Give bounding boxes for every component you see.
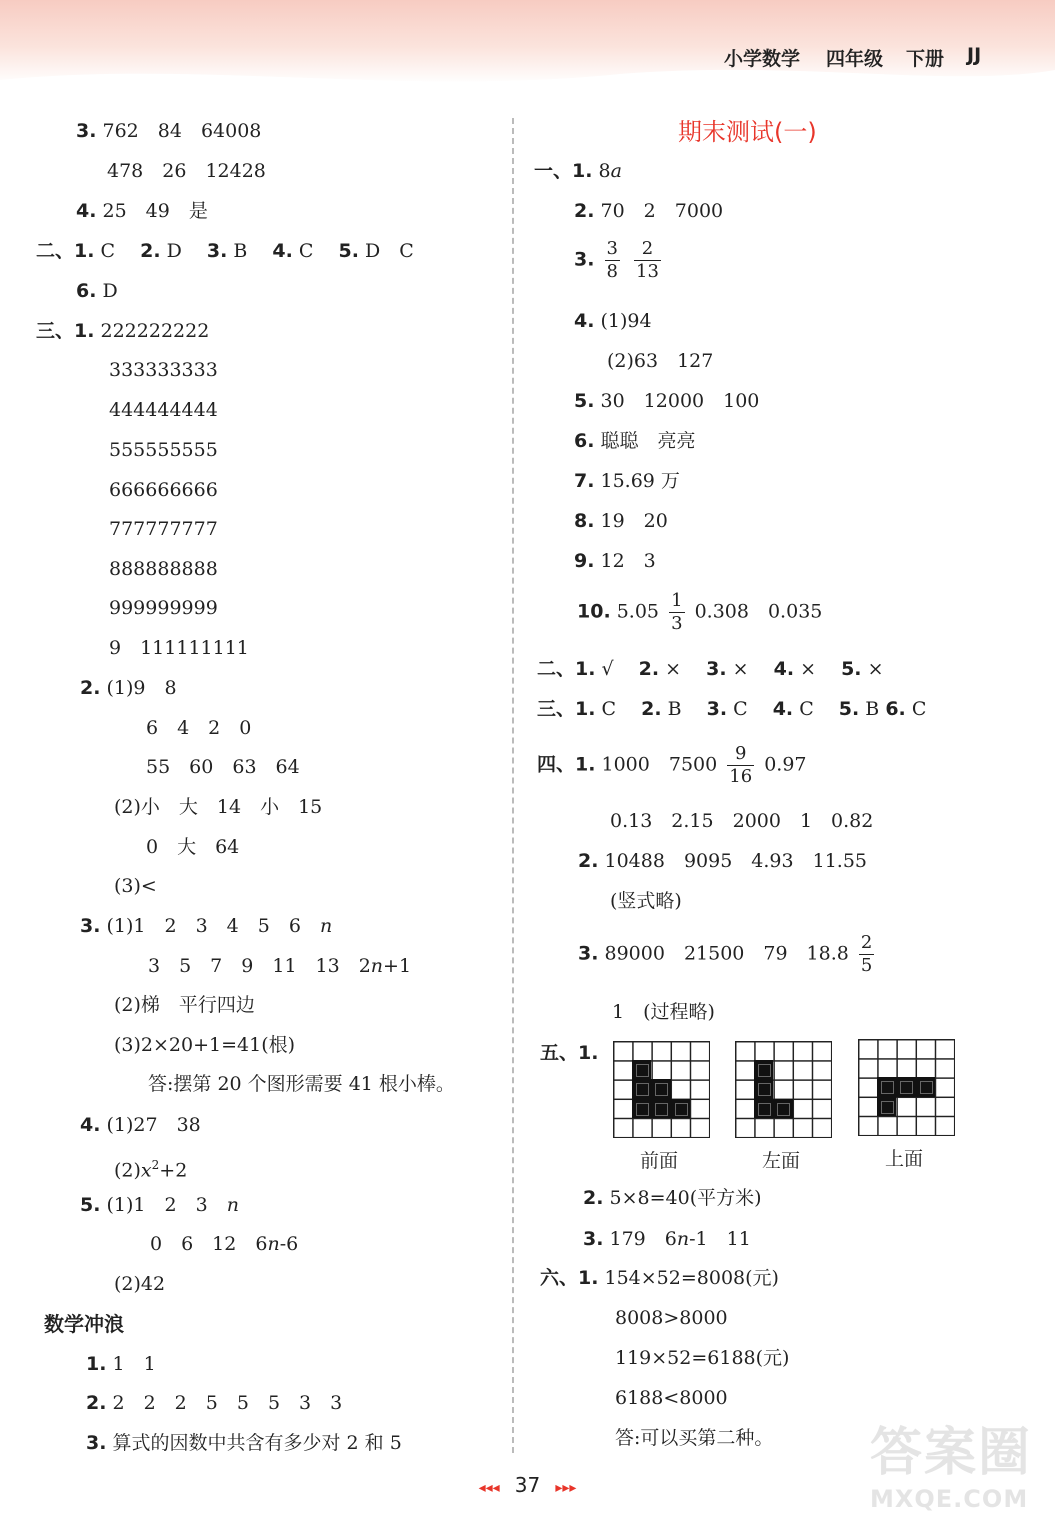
answer-line: 3. 179 6n-1 11 xyxy=(583,1228,751,1250)
answer-line: 6. 聪聪 亮亮 xyxy=(574,430,696,452)
answer-line: 2. 10488 9095 4.93 11.55 xyxy=(578,850,867,872)
front-view-grid xyxy=(613,1041,710,1138)
answer-line: 2. 70 2 7000 xyxy=(574,200,724,222)
answer-line: (竖式略) xyxy=(610,890,682,912)
cube-cell xyxy=(632,1079,651,1098)
answer-line: 2. (1)9 8 xyxy=(80,677,177,699)
page-number: 37 xyxy=(514,1473,541,1497)
section-title: 期末测试(一) xyxy=(678,118,817,146)
answer-line: 555555555 xyxy=(109,439,218,461)
header-grade: 四年级 xyxy=(826,48,884,70)
answer-line: 999999999 xyxy=(109,597,218,619)
answer-line: 666666666 xyxy=(109,479,218,501)
answer-line: 六、1. 154×52=8008(元) xyxy=(540,1267,779,1289)
cube-cell xyxy=(916,1077,935,1096)
cube-cell xyxy=(632,1060,651,1079)
cube-cell xyxy=(651,1079,670,1098)
answer-line: 二、1. C 2. D 3. B 4. C 5. D C xyxy=(36,240,414,262)
answer-line: 9 111111111 xyxy=(109,637,249,659)
answer-line: 5. (1)1 2 3 n xyxy=(80,1194,239,1216)
view-label: 左面 xyxy=(762,1150,801,1172)
cube-cell xyxy=(754,1099,773,1118)
section-heading: 数学冲浪 xyxy=(44,1312,124,1336)
answer-line: 777777777 xyxy=(109,518,218,540)
right-arrows-icon: ▸▸▸ xyxy=(555,1480,577,1496)
watermark: 答案圈 MXQE.COM xyxy=(870,1423,1033,1513)
fraction: $\frac{2}{13}$ xyxy=(636,238,659,282)
cube-cell xyxy=(896,1077,915,1096)
cube-cell xyxy=(632,1099,651,1118)
cube-cell xyxy=(877,1077,896,1096)
column-divider xyxy=(512,118,514,1453)
answer-line: 10. 5.05 $\frac{1}{3}$ 0.308 0.035 xyxy=(577,590,823,634)
top-view-grid xyxy=(858,1039,955,1136)
answer-line: 四、1. 1000 7500 $\frac{9}{16}$ 0.97 xyxy=(537,743,807,787)
answer-line: 8. 19 20 xyxy=(574,510,668,532)
answer-line: 3. 762 84 64008 xyxy=(76,120,262,142)
answer-line: (3)2×20+1=41(根) xyxy=(114,1034,296,1056)
fraction: $\frac{3}{8}$ xyxy=(606,238,618,282)
fraction: $\frac{9}{16}$ xyxy=(729,743,753,787)
answer-line: 三、1. C 2. B 3. C 4. C 5. B 6. C xyxy=(537,698,927,720)
answer-line: 8008>8000 xyxy=(615,1307,728,1329)
cube-cell xyxy=(754,1079,773,1098)
cube-cell xyxy=(651,1099,670,1118)
answer-line: (2)42 xyxy=(114,1273,166,1295)
answer-line: 333333333 xyxy=(109,359,218,381)
fraction: $\frac{2}{5}$ xyxy=(860,932,873,976)
answer-line: 444444444 xyxy=(109,399,218,421)
answer-line: 4. 25 49 是 xyxy=(76,200,208,222)
cube-cell xyxy=(773,1099,792,1118)
answer-line: 7. 15.69 万 xyxy=(574,470,680,492)
cube-cell xyxy=(877,1097,896,1116)
answer-line: 4. (1)94 xyxy=(574,310,652,332)
view-label: 上面 xyxy=(885,1148,924,1170)
answer-line: 0.13 2.15 2000 1 0.82 xyxy=(610,810,874,832)
answer-line: 1 (过程略) xyxy=(612,1001,715,1023)
answer-line: 答:摆第 20 个图形需要 41 根小棒。 xyxy=(148,1073,455,1095)
answer-line: 答:可以买第二种。 xyxy=(615,1427,774,1449)
header-volume: 下册 xyxy=(906,48,945,70)
fraction: $\frac{1}{3}$ xyxy=(671,590,683,634)
answer-line: 9. 12 3 xyxy=(574,550,656,572)
answer-line: (3)< xyxy=(114,875,157,897)
header-edition: JJ xyxy=(967,44,982,66)
answer-line: 478 26 12428 xyxy=(107,160,266,182)
answer-line: 二、1. √ 2. × 3. × 4. × 5. × xyxy=(537,658,884,680)
view-label: 前面 xyxy=(640,1150,679,1172)
cube-cell xyxy=(671,1099,690,1118)
answer-line: 0 6 12 6n-6 xyxy=(150,1233,299,1255)
answer-line: 3. 89000 21500 79 18.8 $\frac{2}{5}$ xyxy=(578,932,873,976)
header-subject: 小学数学 xyxy=(724,48,801,70)
answer-line: 一、1. 8a xyxy=(534,160,622,182)
answer-line: 2. 5×8=40(平方米) xyxy=(583,1187,762,1209)
answer-line: 3. $\frac{3}{8}$ $\frac{2}{13}$ xyxy=(574,238,659,282)
answer-line: (2)小 大 14 小 15 xyxy=(114,796,323,818)
left-view-grid xyxy=(735,1041,832,1138)
answer-line: 6. D xyxy=(76,280,118,302)
answer-line: 6188<8000 xyxy=(615,1387,728,1409)
answer-line: 888888888 xyxy=(109,558,218,580)
answer-line: 0 大 64 xyxy=(146,836,240,858)
answer-line: 55 60 63 64 xyxy=(146,756,300,778)
answer-line: $(2)x^2+2$ xyxy=(114,1158,188,1182)
answer-line: (2)63 127 xyxy=(607,350,714,372)
cube-cell xyxy=(754,1060,773,1079)
answer-line: 3 5 7 9 11 13 2n+1 xyxy=(148,955,412,977)
answer-line: 1. 1 1 xyxy=(86,1353,156,1375)
answer-line: 5. 30 12000 100 xyxy=(574,390,760,412)
answer-line: 6 4 2 0 xyxy=(146,717,252,739)
answer-line: 3. 算式的因数中共含有多少对 2 和 5 xyxy=(86,1432,402,1454)
answer-line: 119×52=6188(元) xyxy=(615,1347,790,1369)
left-arrows-icon: ◂◂◂ xyxy=(478,1480,500,1496)
answer-line: 三、1. 222222222 xyxy=(36,320,210,342)
answer-line: 3. (1)1 2 3 4 5 6 n xyxy=(80,915,333,937)
answer-line: 五、1. xyxy=(540,1042,599,1064)
answer-line: (2)梯 平行四边 xyxy=(114,994,255,1016)
banner-wave xyxy=(0,60,1055,100)
answer-line: 4. (1)27 38 xyxy=(80,1114,201,1136)
answer-line: 2. 2 2 2 5 5 5 3 3 xyxy=(86,1392,343,1414)
